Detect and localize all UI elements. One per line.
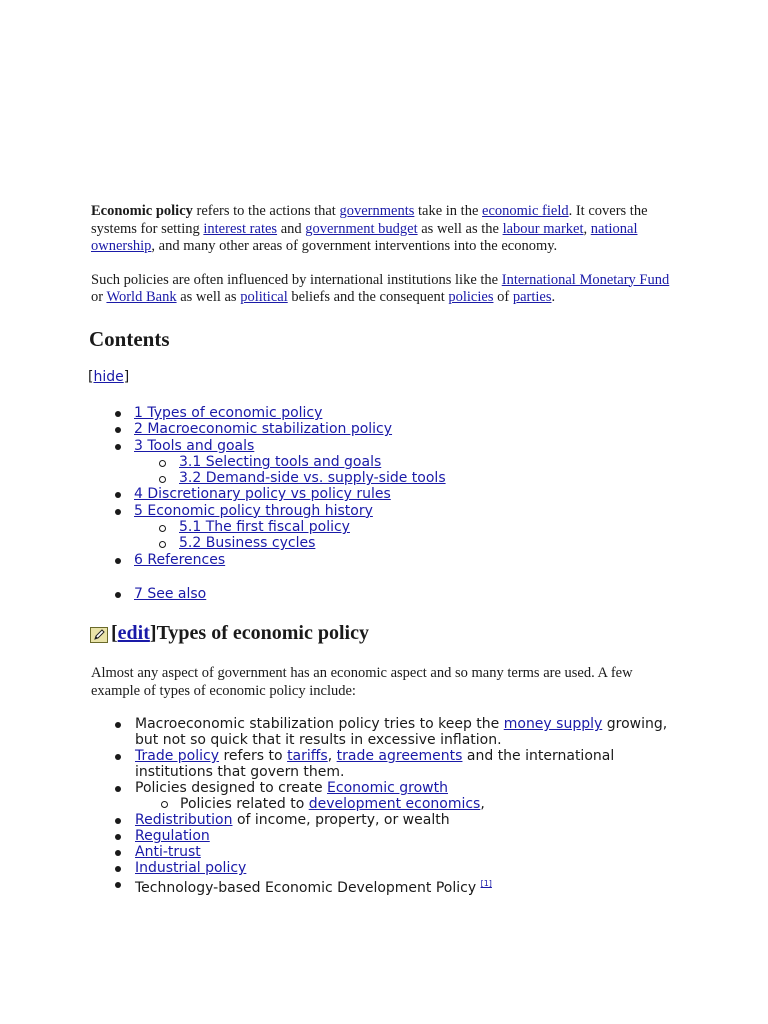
link-political[interactable]: political bbox=[240, 289, 288, 305]
toc-subitem bbox=[90, 470, 590, 486]
link-industrial-policy[interactable]: Industrial policy bbox=[135, 860, 247, 876]
link-interest-rates[interactable]: interest rates bbox=[203, 220, 278, 237]
toc-link-discretionary[interactable]: 4 Discretionary policy vs policy rules bbox=[134, 486, 391, 503]
table-of-contents bbox=[90, 405, 590, 602]
link-government-budget[interactable]: government budget bbox=[305, 220, 418, 237]
intro-paragraph-2: Such policies are often influenced by international institutions like the International Monetary Fund or World Bank as well as political beliefs and the consequent policies of parties. bbox=[91, 271, 670, 305]
toc-item bbox=[90, 552, 590, 568]
list-item: Redistribution of income, property, or wealth bbox=[90, 812, 670, 828]
section-title: Types of economic policy bbox=[156, 622, 369, 644]
toc-title: Contents bbox=[89, 327, 170, 351]
link-tariffs[interactable]: tariffs bbox=[287, 748, 328, 764]
policy-types-list bbox=[90, 716, 670, 896]
section-heading: [ edit ] Types of economic policy bbox=[90, 622, 369, 645]
section-paragraph: Almost any aspect of government has an economic aspect and so many terms are used. A few example of types of economic policy include: bbox=[91, 665, 633, 699]
toc-item bbox=[90, 438, 590, 454]
intro-paragraph-1: Economic policy refers to the actions that governments take in the economic field. It covers the systems for setting interest rates and government budget as well as the labour market, national ownership, and many other areas of government interventions into the economy. bbox=[91, 203, 648, 254]
toc-subitem bbox=[90, 535, 590, 551]
link-redistribution[interactable]: Redistribution bbox=[135, 812, 233, 828]
section-intro bbox=[91, 665, 671, 700]
link-labour-market[interactable]: labour market bbox=[502, 220, 584, 237]
toc-link-first-fiscal[interactable]: 5.1 The first fiscal policy bbox=[179, 519, 350, 536]
link-world-bank[interactable]: World Bank bbox=[106, 289, 177, 305]
link-governments[interactable]: governments bbox=[339, 203, 415, 219]
list-item: Macroeconomic stabilization policy tries to keep the money supply growing, but not so quick that it results in excessive inflation. bbox=[90, 716, 670, 748]
toc-hide-link[interactable]: hide bbox=[93, 369, 124, 385]
toc-link-macro[interactable]: 2 Macroeconomic stabilization policy bbox=[134, 421, 393, 438]
list-item: Trade policy refers to tariffs, trade agreements and the international institutions that govern them. bbox=[90, 748, 670, 780]
list-item: Technology-based Economic Development Policy [1] bbox=[90, 876, 670, 896]
list-subitem: Policies related to development economics, bbox=[90, 796, 670, 812]
toc-subitem bbox=[90, 454, 590, 470]
link-money-supply[interactable]: money supply bbox=[503, 716, 603, 732]
toc-link-selecting[interactable]: 3.1 Selecting tools and goals bbox=[179, 453, 382, 470]
list-item: Policies designed to create Economic growth bbox=[90, 780, 670, 796]
toc-toggle: [hide] bbox=[88, 369, 130, 385]
toc-link-see-also[interactable]: 7 See also bbox=[134, 585, 207, 602]
link-imf[interactable]: International Monetary Fund bbox=[501, 271, 670, 288]
reference-link[interactable]: [1] bbox=[480, 879, 492, 888]
list-item bbox=[90, 844, 670, 860]
edit-section-link[interactable]: edit bbox=[117, 622, 150, 644]
link-development-economics[interactable]: development economics bbox=[308, 796, 481, 812]
link-trade-agreements[interactable]: trade agreements bbox=[336, 748, 463, 764]
toc-item bbox=[90, 586, 590, 602]
link-economic-field[interactable]: economic field bbox=[482, 203, 569, 219]
toc-item bbox=[90, 486, 590, 502]
toc-link-business-cycles[interactable]: 5.2 Business cycles bbox=[179, 535, 316, 552]
toc-link-types[interactable]: 1 Types of economic policy bbox=[134, 405, 323, 421]
article-term: Economic policy bbox=[91, 203, 193, 219]
toc-item bbox=[90, 405, 590, 421]
link-parties[interactable]: parties bbox=[512, 289, 552, 305]
article-intro bbox=[91, 203, 671, 307]
toc-item bbox=[90, 421, 590, 437]
link-trade-policy[interactable]: Trade policy bbox=[135, 748, 219, 764]
toc-link-references[interactable]: 6 References bbox=[134, 551, 226, 568]
link-anti-trust[interactable]: Anti-trust bbox=[135, 844, 201, 860]
toc-link-tools[interactable]: 3 Tools and goals bbox=[134, 437, 255, 454]
link-national-ownership[interactable]: national ownership bbox=[91, 220, 638, 254]
pencil-icon[interactable] bbox=[90, 627, 108, 643]
link-policies[interactable]: policies bbox=[448, 289, 494, 305]
toc-link-demand-supply[interactable]: 3.2 Demand-side vs. supply-side tools bbox=[179, 470, 446, 487]
toc-item bbox=[90, 503, 590, 519]
link-economic-growth[interactable]: Economic growth bbox=[327, 780, 448, 796]
link-regulation[interactable]: Regulation bbox=[135, 828, 210, 844]
toc-link-history[interactable]: 5 Economic policy through history bbox=[134, 502, 373, 519]
list-item bbox=[90, 860, 670, 876]
toc-subitem bbox=[90, 519, 590, 535]
list-item bbox=[90, 828, 670, 844]
